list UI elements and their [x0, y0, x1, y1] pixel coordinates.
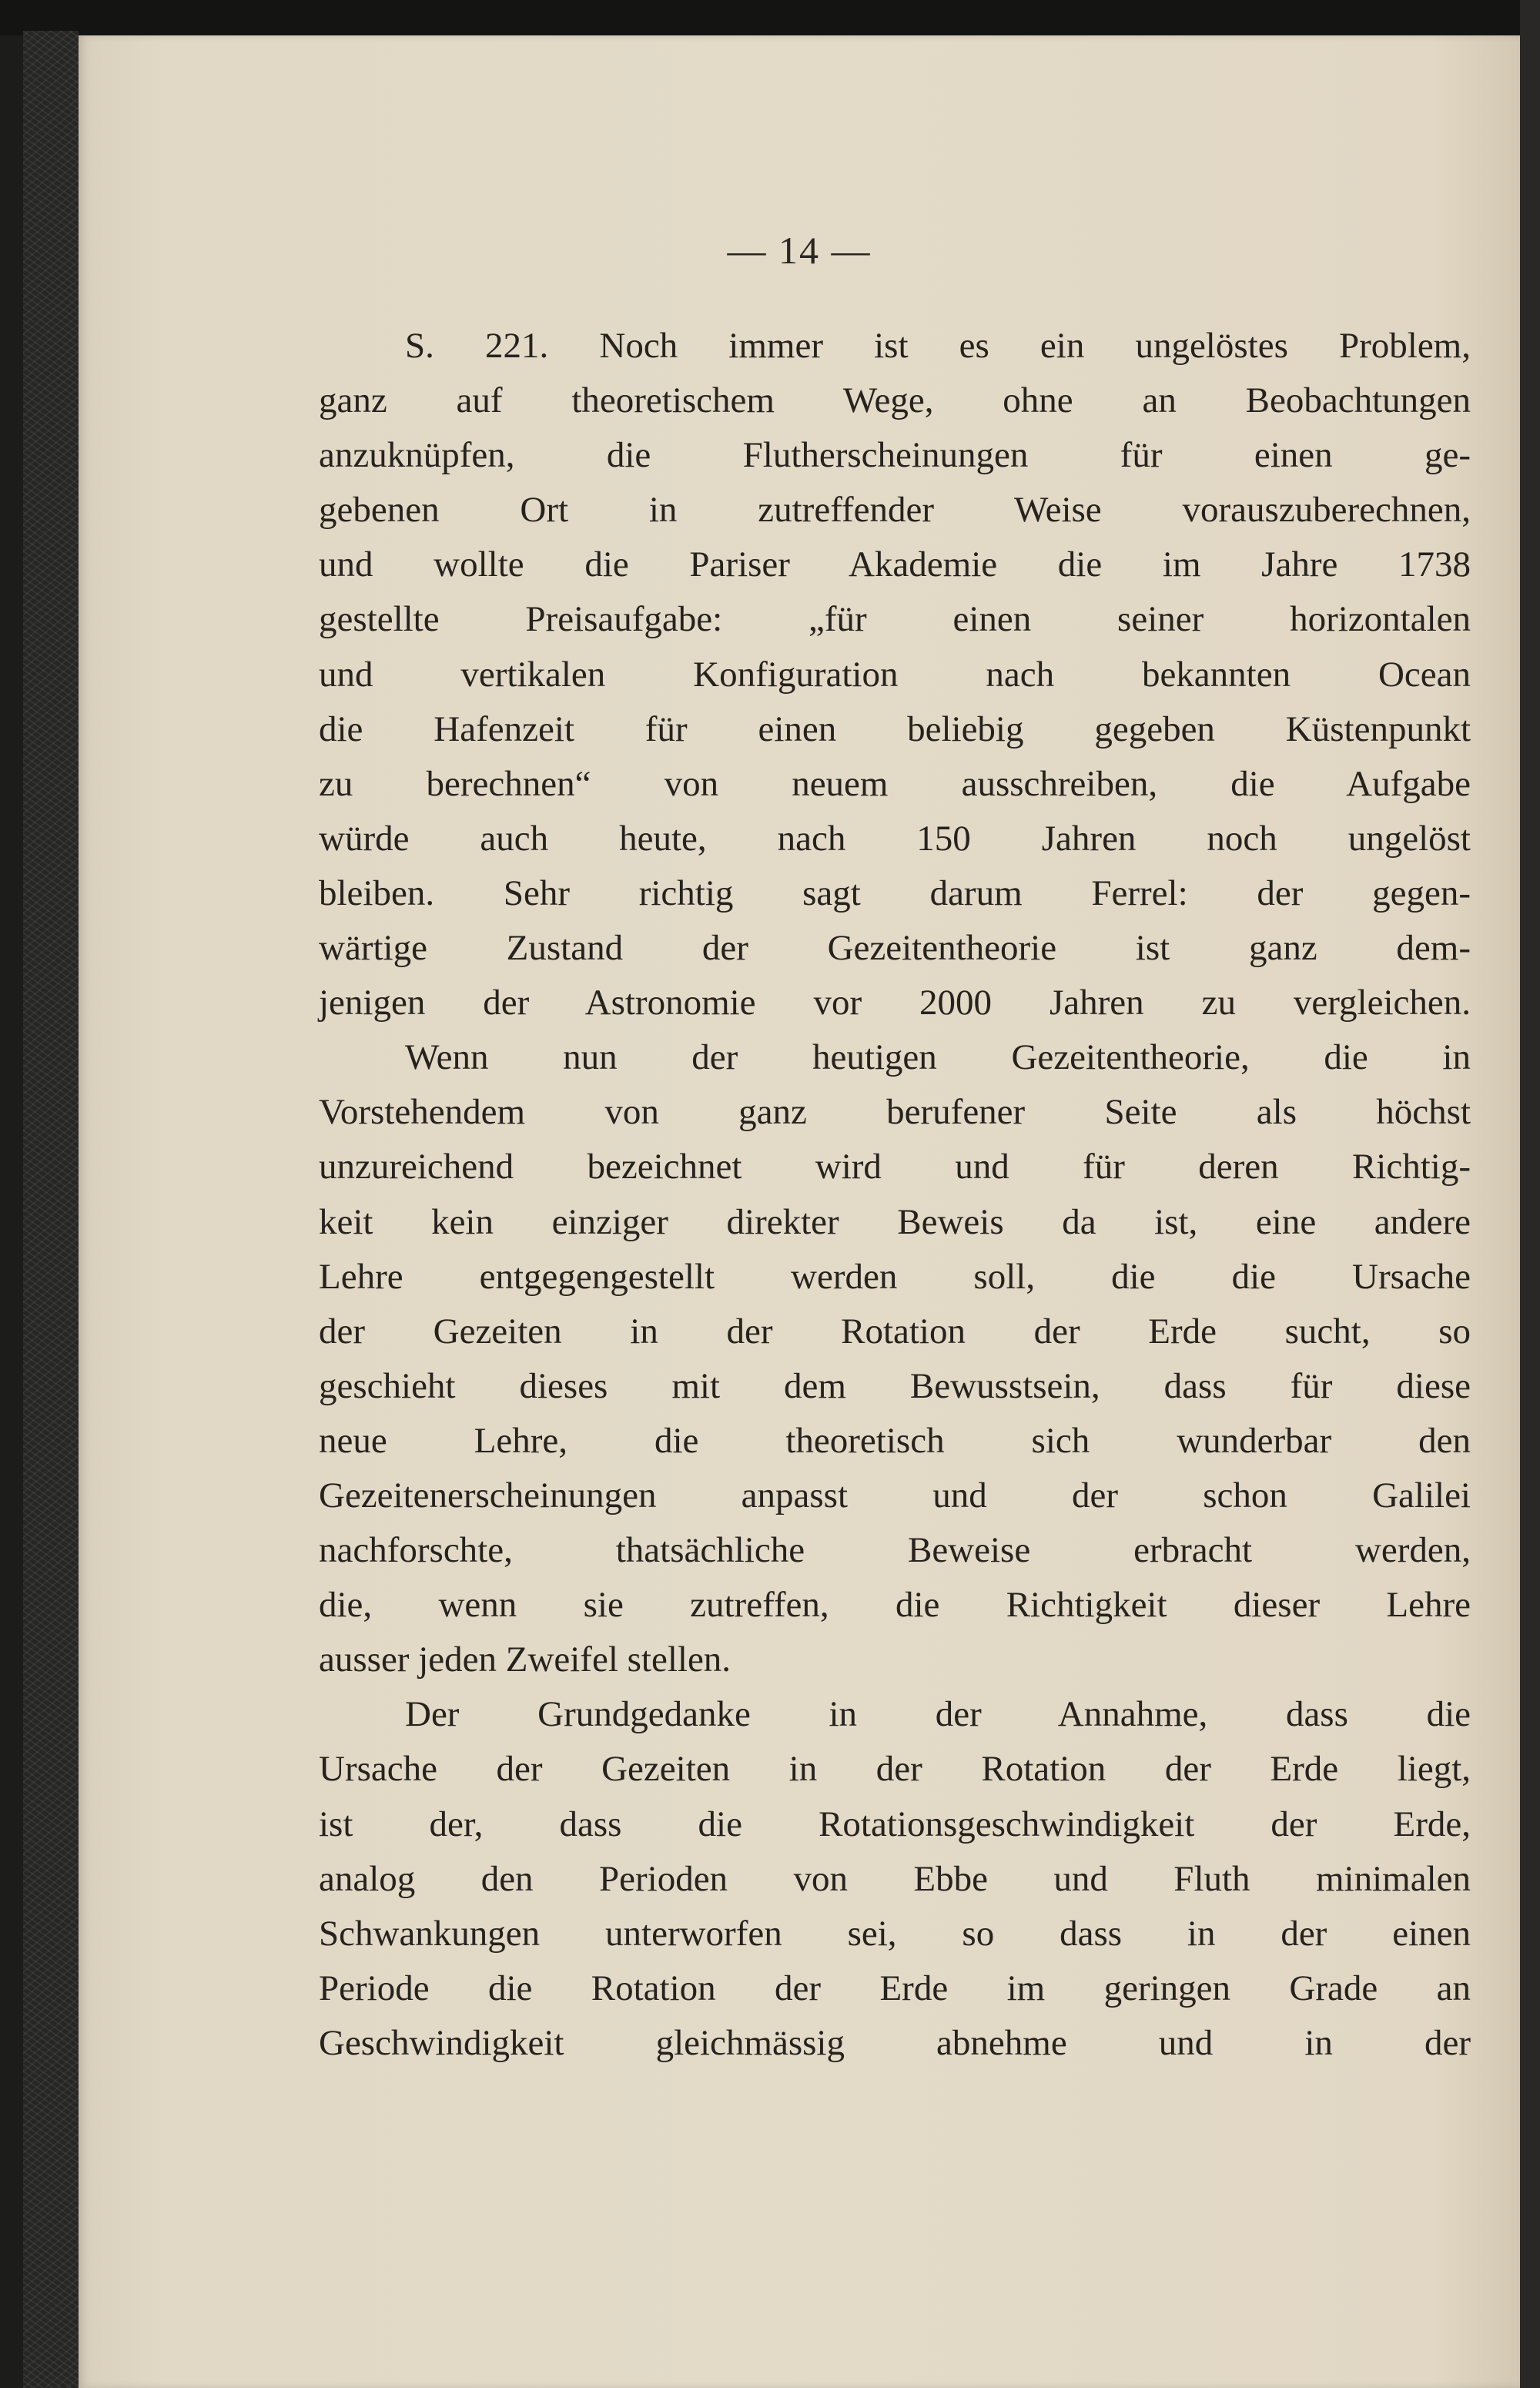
text-line: zu berechnen“ von neuem ausschreiben, die Aufgabe: [319, 763, 1471, 804]
body-text: [319, 319, 1471, 2071]
text-line: wärtige Zustand der Gezeitentheorie ist ganz dem-: [319, 928, 1471, 969]
book-binding: [23, 31, 79, 2388]
text-line: analog den Perioden von Ebbe und Fluth minimalen: [319, 1858, 1471, 1899]
book-page: [79, 35, 1520, 2388]
text-line: die Hafenzeit für einen beliebig gegeben Küstenpunkt: [319, 708, 1471, 749]
text-line: keit kein einziger direkter Beweis da ist, eine andere: [319, 1201, 1471, 1242]
top-edge: [0, 0, 1540, 35]
text-line: Wenn nun der heutigen Gezeitentheorie, die in: [405, 1037, 1471, 1078]
text-line: S. 221. Noch immer ist es ein ungelöstes Problem,: [405, 326, 1471, 366]
paragraph-1: [319, 319, 1471, 1030]
text-line: und wollte die Pariser Akademie die im Jahre 1738: [319, 544, 1471, 585]
text-line: Der Grundgedanke in der Annahme, dass die: [405, 1694, 1471, 1735]
text-line: anzuknüpfen, die Flutherscheinungen für einen ge-: [319, 435, 1471, 476]
text-line: Lehre entgegengestellt werden soll, die die Ursache: [319, 1256, 1471, 1297]
text-line: jenigen der Astronomie vor 2000 Jahren zu vergleichen.: [319, 983, 1471, 1023]
text-line: neue Lehre, die theoretisch sich wunderbar den: [319, 1420, 1471, 1461]
paragraph-2: [319, 1030, 1471, 1687]
text-line: nachforschte, thatsächliche Beweise erbracht werden,: [319, 1530, 1471, 1571]
text-line: gebenen Ort in zutreffender Weise vorauszuberechnen,: [319, 490, 1471, 531]
text-line: Ursache der Gezeiten in der Rotation der Erde liegt,: [319, 1749, 1471, 1790]
text-line: die, wenn sie zutreffen, die Richtigkeit dieser Lehre: [319, 1585, 1471, 1626]
text-line: ist der, dass die Rotationsgeschwindigkeit der Erde,: [319, 1804, 1471, 1844]
text-line: Periode die Rotation der Erde im geringen Grade an: [319, 1968, 1471, 2008]
text-line: ausser jeden Zweifel stellen.: [319, 1639, 732, 1680]
text-line: bleiben. Sehr richtig sagt darum Ferrel: der gegen-: [319, 872, 1471, 913]
text-line: der Gezeiten in der Rotation der Erde sucht, so: [319, 1311, 1471, 1351]
text-line: unzureichend bezeichnet wird und für deren Richtig-: [319, 1147, 1471, 1187]
text-line: Geschwindigkeit gleichmässig abnehme und in der: [319, 2022, 1471, 2063]
text-line: geschieht dieses mit dem Bewusstsein, dass für diese: [319, 1365, 1471, 1406]
right-edge: [1520, 0, 1540, 2388]
text-line: gestellte Preisaufgabe: „für einen seiner horizontalen: [319, 599, 1471, 640]
text-line: und vertikalen Konfiguration nach bekannten Ocean: [319, 654, 1471, 695]
text-line: Schwankungen unterworfen sei, so dass in der einen: [319, 1913, 1471, 1954]
paragraph-3: [319, 1687, 1471, 2071]
text-line: Gezeitenerscheinungen anpasst und der schon Galilei: [319, 1475, 1471, 1516]
text-line: ganz auf theoretischem Wege, ohne an Beobachtungen: [319, 380, 1471, 421]
page-number: — 14 —: [727, 229, 872, 272]
text-line: Vorstehendem von ganz berufener Seite als höchst: [319, 1092, 1471, 1133]
text-line: würde auch heute, nach 150 Jahren noch ungelöst: [319, 818, 1471, 859]
